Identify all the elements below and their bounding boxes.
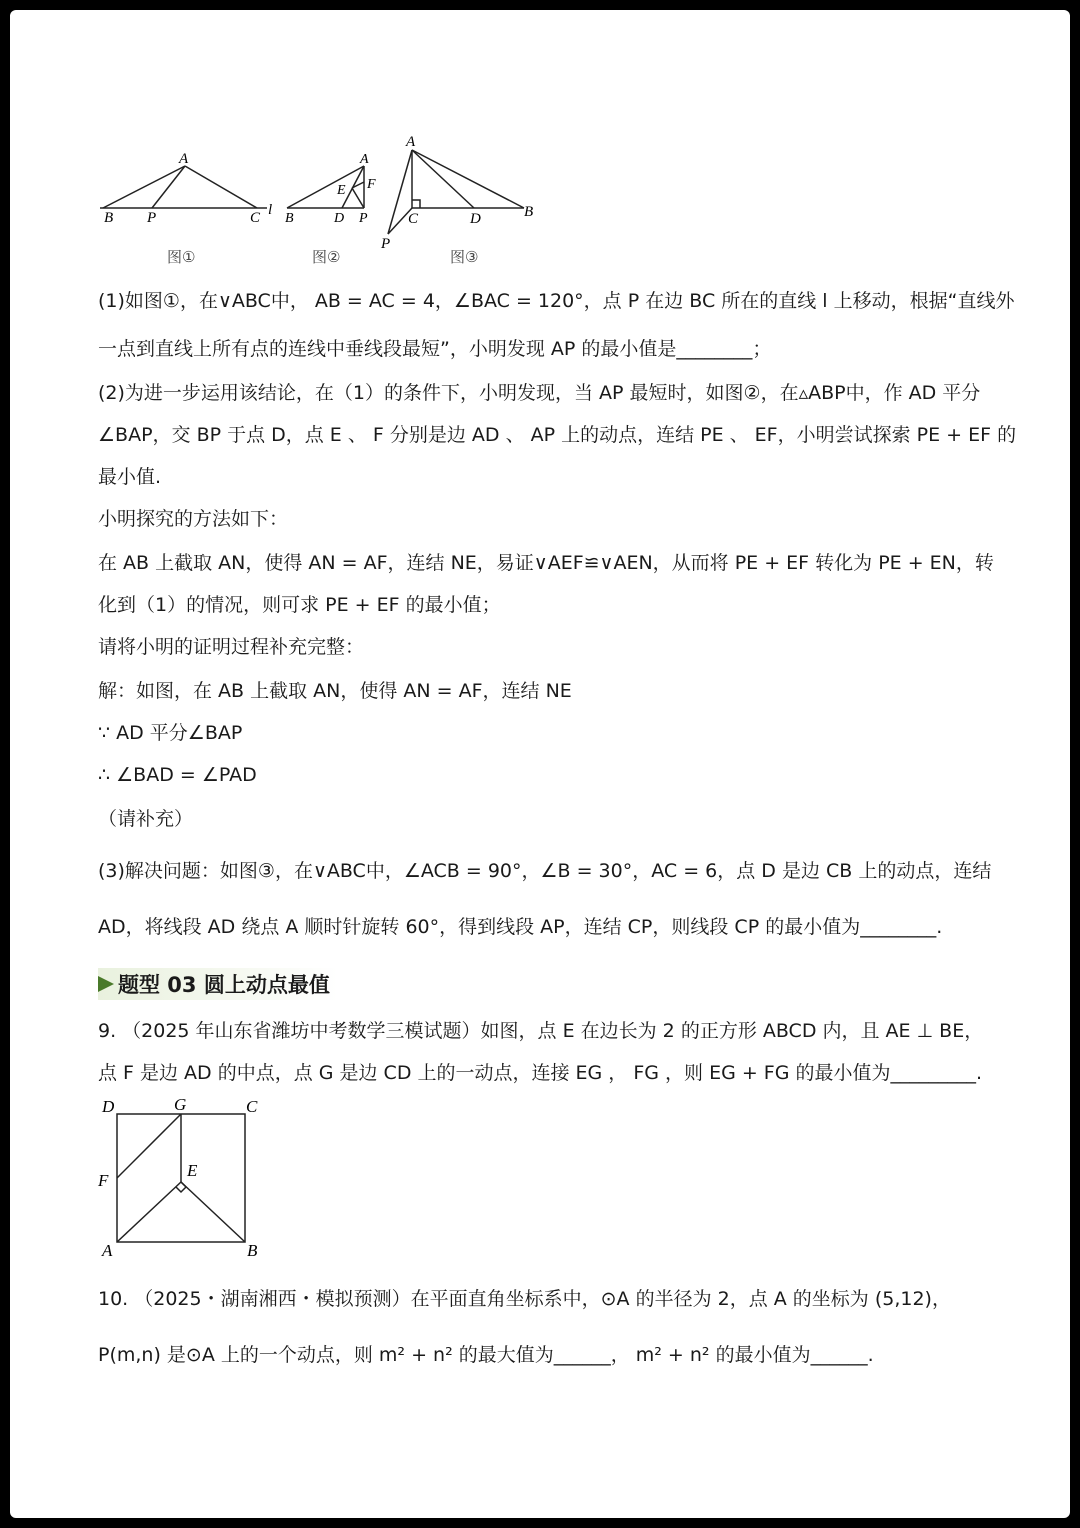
method-line-2: 化到（1）的情况，则可求 PE + EF 的最小值； [98, 594, 501, 616]
fig3-segment-ad [412, 150, 474, 208]
square-label-a: A [102, 1241, 113, 1260]
fig3-right-angle-mark [412, 200, 420, 208]
square-segment-fg [117, 1114, 181, 1178]
fig1-label-b: B [104, 210, 114, 226]
fig3-label-b: B [524, 204, 534, 220]
fig3-segment-ab [412, 150, 524, 208]
method-line-1: 在 AB 上截取 AN，使得 AN = AF，连结 NE，易证∨AEF≌∨AEN，从而将 PE + EF 转化为 PE + EN，转 [98, 552, 994, 574]
q9-line-2: 点 F 是边 AD 的中点，点 G 是边 CD 上的一动点，连接 EG ， FG ，则 EG + FG 的最小值为_________. [98, 1062, 983, 1084]
q-part1-line-2: 一点到直线上所有点的连线中垂线段最短”，小明发现 AP 的最小值是________； [98, 338, 772, 360]
q-part2-line-1: (2)为进一步运用该结论，在（1）的条件下，小明发现，当 AP 最短时，如图②，在▵ABP中，作 AD 平分 [98, 382, 981, 404]
fig3-label-p: P [381, 236, 391, 252]
fig1-segment-ab [103, 166, 185, 208]
square-label-f: F [98, 1171, 109, 1190]
square-right-angle-mark [176, 1182, 186, 1192]
q-part2-line-2: ∠BAP，交 BP 于点 D，点 E 、 F 分别是边 AD 、 AP 上的动点，连结 PE 、 EF，小明尝试探索 PE + EF 的 [98, 424, 1017, 446]
q10-line-1: 10. （2025・湖南湘西・模拟预测）在平面直角坐标系中，⊙A 的半径为 2，点 A 的坐标为 (5,12)， [98, 1288, 951, 1310]
q-part2-line-3: 最小值. [98, 466, 162, 488]
fig3-caption: 图③ [450, 248, 479, 266]
figure-2 [282, 150, 382, 270]
fig2-caption: 图② [312, 248, 341, 266]
square-label-b: B [247, 1241, 258, 1260]
fig2-label-b: B [285, 211, 294, 226]
fig2-label-d: D [334, 211, 345, 226]
fig2-label-f: F [367, 177, 376, 192]
method-title: 小明探究的方法如下： [98, 508, 289, 530]
q10-line-2: P(m,n) 是⊙A 上的一个动点，则 m² + n² 的最大值为______， m² + n² 的最小值为______. [98, 1344, 874, 1366]
fig2-label-e: E [337, 183, 346, 198]
fig2-segment-pe [352, 188, 364, 208]
q-part3-line-1: (3)解决问题：如图③，在∨ABC中，∠ACB = 90°，∠B = 30°，AC = 6，点 D 是边 CB 上的动点，连结 [98, 860, 992, 882]
figure-3 [378, 130, 548, 270]
square-segment-ae [117, 1182, 181, 1242]
square-label-g: G [174, 1095, 187, 1114]
q9-line-1: 9. （2025 年山东省潍坊中考数学三模试题）如图，点 E 在边长为 2 的正方形 ABCD 内，且 AE ⊥ BE， [98, 1020, 984, 1042]
proof-line-3: ∴ ∠BAD = ∠PAD [98, 764, 257, 786]
fig1-label-c: C [250, 210, 261, 226]
square-label-d: D [102, 1097, 115, 1116]
section-arrow-icon [98, 976, 114, 992]
proof-prompt: 请将小明的证明过程补充完整： [98, 636, 365, 658]
q-part1-line-1: (1)如图①，在∨ABC中， AB = AC = 4，∠BAC = 120°，点 P 在边 BC 所在的直线 l 上移动，根据“直线外 [98, 290, 1015, 312]
proof-placeholder: （请补充） [98, 808, 194, 830]
fig1-label-a: A [179, 151, 189, 167]
fig3-label-a: A [406, 134, 416, 150]
proof-line-2: ∵ AD 平分∠BAP [98, 722, 243, 744]
square-label-e: E [187, 1161, 198, 1180]
figure-square [95, 1092, 275, 1262]
square-label-c: C [246, 1097, 258, 1116]
square-segment-be [181, 1182, 245, 1242]
fig1-caption: 图① [167, 248, 196, 266]
fig1-label-p: P [147, 210, 157, 226]
fig2-label-a: A [360, 152, 369, 167]
fig1-segment-ac [185, 166, 257, 208]
fig3-label-c: C [408, 211, 419, 227]
fig1-segment-ap [152, 166, 185, 208]
section-heading-text: 题型 03 圆上动点最值 [118, 973, 330, 997]
section-heading [98, 968, 338, 1000]
fig3-label-d: D [470, 211, 481, 227]
fig2-label-p: P [359, 211, 368, 226]
fig1-label-l: l [268, 202, 273, 218]
q-part3-line-2: AD，将线段 AD 绕点 A 顺时针旋转 60°，得到线段 AP，连结 CP，则线段 CP 的最小值为________. [98, 916, 943, 938]
proof-line-1: 解：如图，在 AB 上截取 AN，使得 AN = AF，连结 NE [98, 680, 572, 702]
figure-1 [95, 150, 285, 270]
